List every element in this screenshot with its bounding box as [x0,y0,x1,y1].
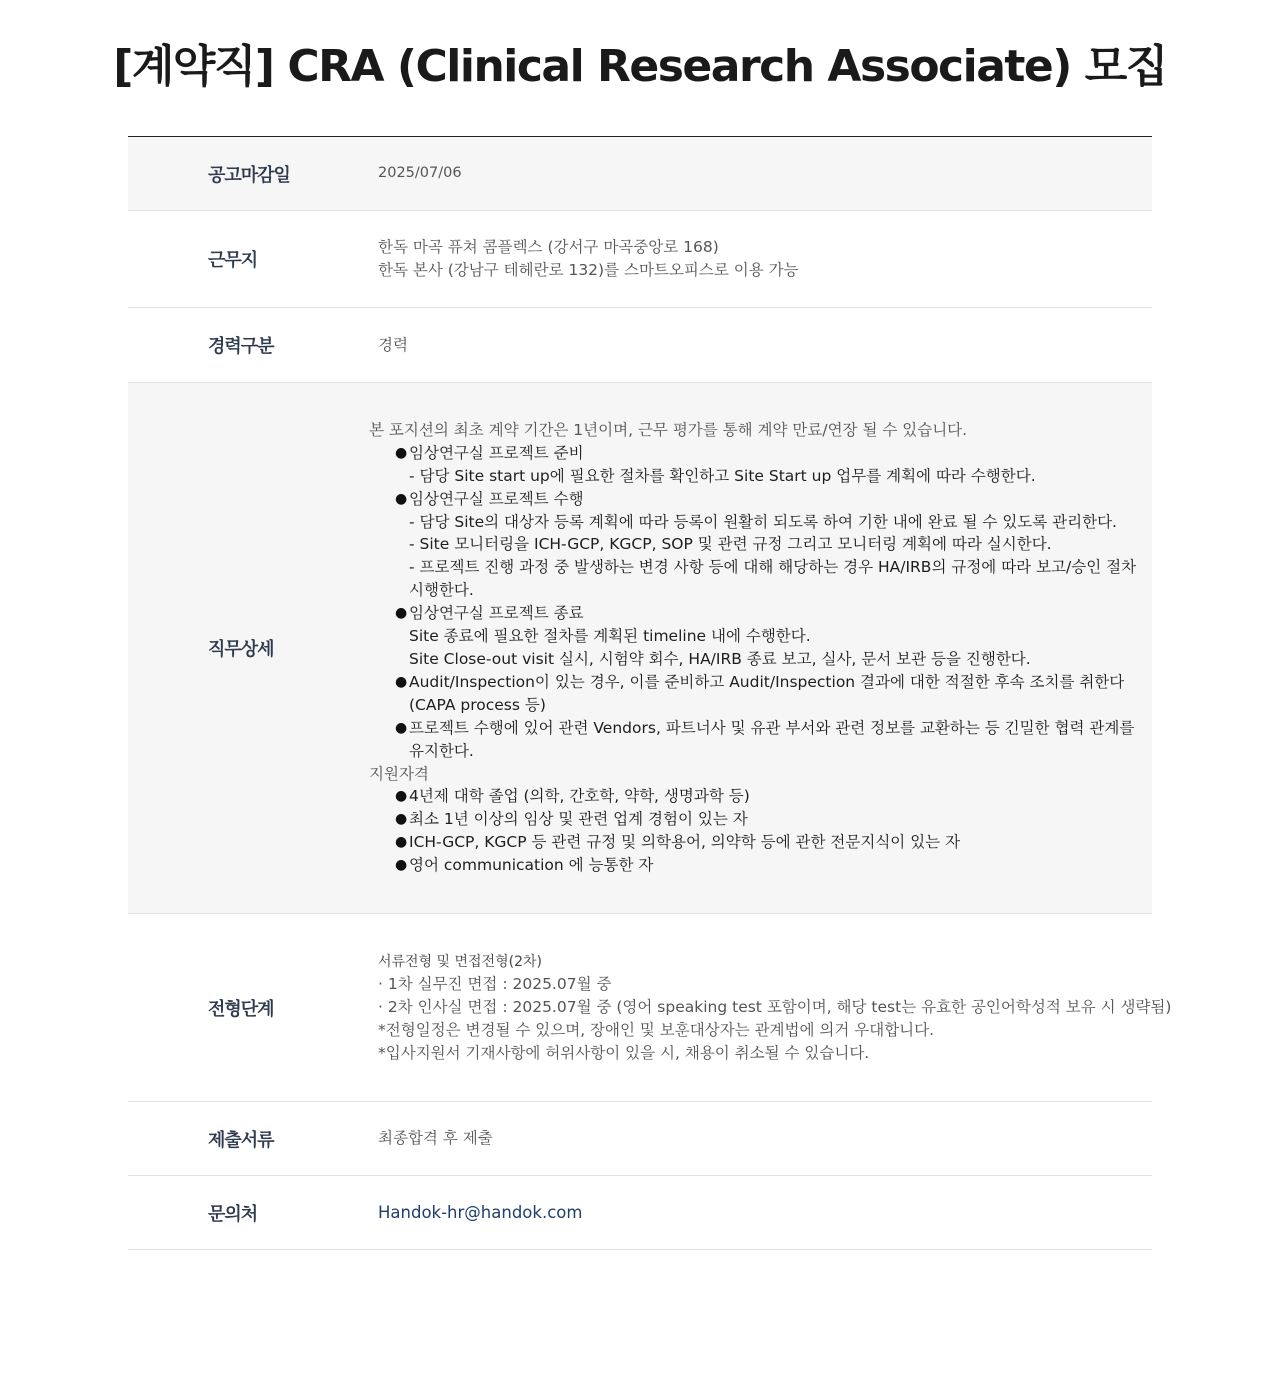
documents-label: 제출서류 [208,1129,274,1151]
duty-title: Audit/Inspection이 있는 경우, 이를 준비하고 Audit/Inspection 결과에 대한 적절한 후속 조치를 취한다 (CAPA process 등) [409,672,1125,714]
row-process [128,914,1172,1102]
job-detail-value [369,419,1152,877]
process-line: · 1차 실무진 면접 : 2025.07월 중 [378,975,612,994]
duty-line: - 담당 Site start up에 필요한 절차를 확인하고 Site Start up 업무를 계획에 따라 수행한다. [409,466,1036,485]
process-line: *전형일정은 변경될 수 있으며, 장애인 및 보훈대상자는 관계법에 의거 우대합니다. [378,1020,935,1039]
duty-title: 임상연구실 프로젝트 종료 [409,604,584,623]
row-documents [128,1102,1152,1176]
qualification-heading: 지원자격 [369,764,429,783]
process-label: 전형단계 [208,998,274,1020]
deadline-label: 공고마감일 [208,164,290,186]
qualification-item: 최소 1년 이상의 임상 및 관련 업계 경험이 있는 자 [409,810,748,829]
process-heading: 서류전형 및 면접전형(2차) [378,953,542,970]
process-line: *입사지원서 기재사항에 허위사항이 있을 시, 채용이 취소될 수 있습니다. [378,1043,870,1062]
contact-email-link[interactable]: Handok-hr@handok.com [378,1203,583,1222]
qualification-list [369,785,1152,877]
bullet-icon: ● [395,788,408,805]
location-label: 근무지 [208,250,258,271]
process-value [378,951,1171,1065]
bullet-icon: ● [395,444,408,461]
location-line: 한독 본사 (강남구 테헤란로 132)를 스마트오피스로 이용 가능 [378,261,799,279]
bullet-icon: ● [395,605,408,622]
duty-title: 프로젝트 수행에 있어 관련 Vendors, 파트너사 및 유관 부서와 관련 정보를 교환하는 등 긴밀한 협력 관계를 유지한다. [409,718,1135,760]
contact-label: 문의처 [208,1203,258,1225]
row-job-detail [128,383,1152,914]
bullet-icon: ● [395,673,408,690]
list-item [395,808,1152,831]
career-value: 경력 [378,335,408,354]
row-contact [128,1176,1152,1250]
bullet-icon: ● [395,811,408,828]
qualification-item: ICH-GCP, KGCP 등 관련 규정 및 의학용어, 의약학 등에 관한 전문지식이 있는 자 [409,833,961,852]
job-detail-label: 직무상세 [208,639,274,660]
duty-line: Site Close-out visit 실시, 시험약 회수, HA/IRB 종료 보고, 실사, 문서 보관 등을 진행한다. [409,650,1031,668]
career-label: 경력구분 [208,336,274,357]
list-item [395,854,1152,877]
list-item [395,831,1152,854]
duty-line: Site 종료에 필요한 절차를 계획된 timeline 내에 수행한다. [409,627,811,646]
bullet-icon: ● [395,490,408,507]
list-item [395,671,1152,717]
bullet-icon: ● [395,719,408,736]
bullet-icon: ● [395,857,408,874]
list-item [395,717,1152,763]
contract-intro: 본 포지션의 최초 계약 기간은 1년이며, 근무 평가를 통해 계약 만료/연장 될 수 있습니다. [369,420,968,439]
list-item [395,488,1152,603]
list-item [395,442,1152,488]
list-item [395,602,1152,671]
duty-line: - 프로젝트 진행 과정 중 발생하는 변경 사항 등에 대해 해당하는 경우 HA/IRB의 규정에 따라 보고/승인 절차 시행한다. [409,558,1137,600]
documents-value: 최종합격 후 제출 [378,1129,493,1147]
row-deadline [128,137,1152,211]
duty-line: - 담당 Site의 대상자 등록 계획에 따라 등록이 원활히 되도록 하여 기한 내에 완료 될 수 있도록 관리한다. [409,512,1117,531]
duty-line: - Site 모니터링을 ICH-GCP, KGCP, SOP 및 관련 규정 그리고 모니터링 계획에 따라 실시한다. [409,535,1052,554]
bullet-icon: ● [395,834,408,851]
list-item [395,785,1152,808]
deadline-value: 2025/07/06 [378,165,462,181]
process-line: · 2차 인사실 면접 : 2025.07월 중 (영어 speaking test 포함이며, 해당 test는 유효한 공인어학성적 보유 시 생략됨) [378,998,1172,1017]
row-location [128,211,1152,308]
duty-title: 임상연구실 프로젝트 준비 [409,443,584,462]
row-career [128,308,1152,383]
job-posting-table [128,136,1172,1250]
duty-list [369,442,1152,763]
location-line: 한독 마곡 퓨쳐 콤플렉스 (강서구 마곡중앙로 168) [378,238,719,256]
page-title: [계약직] CRA (Clinical Research Associate) 모집 [113,41,1167,92]
duty-title: 임상연구실 프로젝트 수행 [409,489,584,508]
location-value [378,236,1152,282]
qualification-item: 영어 communication 에 능통한 자 [409,856,654,875]
qualification-item: 4년제 대학 졸업 (의학, 간호학, 약학, 생명과학 등) [409,787,750,806]
